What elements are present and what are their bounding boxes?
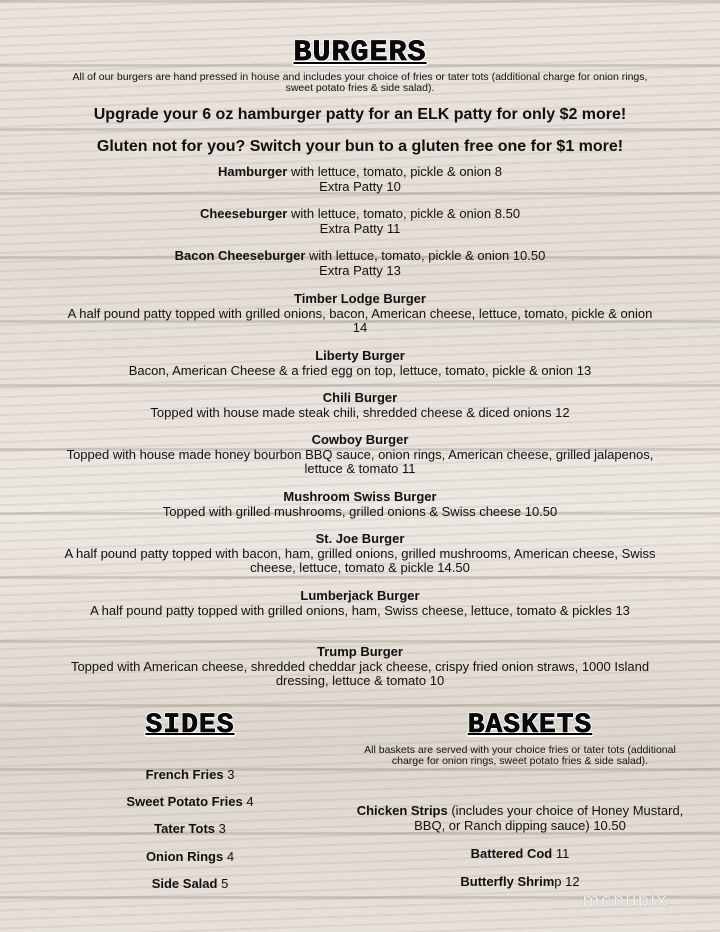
menu-item-cowboy-burger bbox=[60, 433, 660, 477]
item-price: 4 bbox=[223, 849, 235, 864]
burgers-heading: BURGERS bbox=[293, 36, 427, 70]
item-name: French Fries bbox=[145, 767, 224, 782]
basket-item-battered-cod bbox=[350, 846, 690, 861]
menu-item-liberty-burger bbox=[60, 349, 660, 378]
item-price: 3 bbox=[215, 821, 226, 836]
item-name: Side Salad bbox=[151, 876, 218, 891]
item-extra: Extra Patty 11 bbox=[319, 220, 401, 236]
item-desc: Topped with house made honey bourbon BBQ sauce, onion rings, American cheese, grilled jalapenos, lettuce & tomato 11 bbox=[66, 446, 654, 476]
menupix-watermark: menupix bbox=[582, 890, 668, 911]
item-desc: p 12 bbox=[554, 874, 580, 889]
item-desc: A half pound patty topped with grilled onions, bacon, American cheese, lettuce, tomato, pickle & onion 14 bbox=[67, 305, 653, 335]
item-name: Sweet Potato Fries bbox=[126, 794, 243, 809]
basket-item-chicken-strips bbox=[350, 803, 690, 833]
side-item-side-salad bbox=[90, 876, 290, 891]
baskets-intro: All baskets are served with your choice fries or tater tots (additional charge for onion rings, sweet potato fries & side salad). bbox=[364, 744, 676, 767]
item-name: St. Joe Burger bbox=[315, 531, 405, 546]
sides-heading: SIDES bbox=[145, 710, 235, 741]
item-price: 3 bbox=[223, 767, 235, 782]
menu-item-st-joe-burger bbox=[60, 532, 660, 576]
item-name: Trump Burger bbox=[317, 644, 403, 659]
item-desc: with lettuce, tomato, pickle & onion 10.50 bbox=[305, 248, 546, 263]
basket-item-butterfly-shrimp bbox=[350, 874, 690, 889]
baskets-heading: BASKETS bbox=[467, 710, 593, 741]
menu-item-mushroom-swiss-burger bbox=[60, 490, 660, 519]
menu-item-cheeseburger bbox=[60, 207, 660, 236]
item-desc: A half pound patty topped with bacon, ham, grilled onions, grilled mushrooms, American cheese, Swiss cheese, lettuce, tomato & pickle 14.50 bbox=[64, 545, 656, 575]
item-name: Butterfly Shrim bbox=[460, 874, 555, 889]
item-desc: Topped with house made steak chili, shredded cheese & diced onions 12 bbox=[150, 404, 570, 420]
item-name: Liberty Burger bbox=[315, 348, 405, 363]
menu-item-chili-burger bbox=[60, 391, 660, 420]
item-desc: Topped with American cheese, shredded cheddar jack cheese, crispy fried onion straws, 1000 Island dressing, lettuce & tomato 10 bbox=[70, 658, 650, 688]
item-price: 5 bbox=[217, 876, 229, 891]
item-name: Cheeseburger bbox=[199, 206, 288, 221]
item-extra: Extra Patty 13 bbox=[319, 262, 401, 278]
side-item-tater-tots bbox=[90, 821, 290, 836]
item-name: Onion Rings bbox=[145, 849, 224, 864]
item-name: Timber Lodge Burger bbox=[294, 291, 426, 306]
item-name: Hamburger bbox=[218, 164, 288, 179]
menu-item-hamburger bbox=[60, 165, 660, 194]
item-name: Bacon Cheeseburger bbox=[174, 248, 306, 263]
item-name: Chili Burger bbox=[322, 390, 398, 405]
elk-upgrade-promo: Upgrade your 6 oz hamburger patty for an ELK patty for only $2 more! bbox=[93, 106, 627, 123]
side-item-sweet-potato-fries bbox=[90, 794, 290, 809]
item-desc: Topped with grilled mushrooms, grilled onions & Swiss cheese 10.50 bbox=[162, 503, 558, 519]
menu-item-bacon-cheeseburger bbox=[60, 249, 660, 278]
item-desc: Bacon, American Cheese & a fried egg on top, lettuce, tomato, pickle & onion 13 bbox=[128, 362, 592, 378]
item-desc: 11 bbox=[552, 846, 570, 861]
burgers-intro: All of our burgers are hand pressed in house and includes your choice of fries or tater tots (additional charge for onion rings, sweet potato fries & side salad). bbox=[72, 71, 648, 94]
side-item-french-fries bbox=[90, 767, 290, 782]
item-name: Lumberjack Burger bbox=[300, 588, 420, 603]
item-name: Chicken Strips bbox=[356, 803, 448, 818]
item-desc: (includes your choice of Honey Mustard, BBQ, or Ranch dipping sauce) 10.50 bbox=[414, 803, 684, 833]
item-price: 4 bbox=[242, 794, 254, 809]
menu-item-trump-burger bbox=[60, 645, 660, 689]
side-item-onion-rings bbox=[90, 849, 290, 864]
menu-item-lumberjack-burger bbox=[60, 589, 660, 618]
item-desc: with lettuce, tomato, pickle & onion 8.50 bbox=[287, 206, 521, 221]
menu-item-timber-lodge-burger bbox=[60, 292, 660, 336]
item-name: Cowboy Burger bbox=[311, 432, 409, 447]
item-name: Tater Tots bbox=[154, 821, 216, 836]
item-name: Mushroom Swiss Burger bbox=[283, 489, 437, 504]
item-name: Battered Cod bbox=[470, 846, 553, 861]
gluten-free-promo: Gluten not for you? Switch your bun to a gluten free one for $1 more! bbox=[96, 138, 624, 155]
item-desc: with lettuce, tomato, pickle & onion 8 bbox=[287, 164, 502, 179]
item-desc: A half pound patty topped with grilled onions, ham, Swiss cheese, lettuce, tomato & pickles 13 bbox=[90, 602, 630, 618]
item-extra: Extra Patty 10 bbox=[319, 178, 401, 194]
